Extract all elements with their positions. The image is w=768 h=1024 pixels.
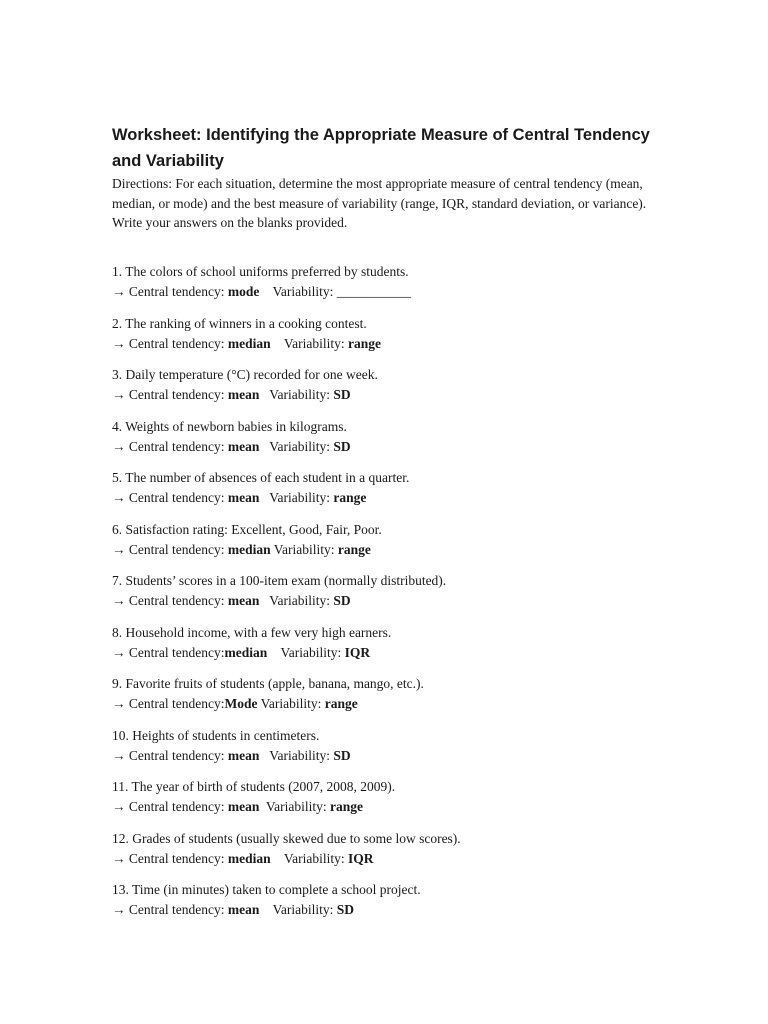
variability-label: Variability: bbox=[259, 593, 334, 608]
list-item bbox=[112, 262, 672, 314]
central-tendency-answer: median bbox=[227, 541, 271, 557]
list-item bbox=[112, 726, 672, 778]
central-tendency-answer: Mode bbox=[224, 696, 258, 711]
question-text: 6. Satisfaction rating: Excellent, Good, Fair, Poor. bbox=[112, 521, 382, 537]
central-tendency-answer: median bbox=[227, 335, 271, 351]
answer-line bbox=[112, 849, 672, 869]
central-tendency-label: → Central tendency: bbox=[112, 593, 228, 608]
central-tendency-answer: mean bbox=[227, 799, 260, 814]
central-tendency-label: → Central tendency: bbox=[112, 799, 228, 814]
list-item bbox=[112, 468, 672, 520]
answer-line bbox=[112, 694, 672, 714]
variability-label: Variability: bbox=[259, 490, 334, 505]
answer-line bbox=[112, 385, 672, 405]
question-text: 11. The year of birth of students (2007, 2008, 2009). bbox=[112, 779, 396, 794]
list-item bbox=[112, 777, 672, 829]
variability-answer: range bbox=[329, 799, 363, 814]
question-text: 2. The ranking of winners in a cooking contest. bbox=[112, 315, 367, 331]
variability-answer: range bbox=[347, 335, 381, 351]
question-text: 13. Time (in minutes) taken to complete a school project. bbox=[112, 882, 421, 897]
central-tendency-answer: mean bbox=[227, 438, 260, 454]
question-text: 1. The colors of school uniforms preferred by students. bbox=[112, 264, 409, 279]
answer-line bbox=[112, 591, 672, 611]
central-tendency-label: → Central tendency: bbox=[112, 902, 228, 917]
variability-label: Variability: bbox=[259, 438, 334, 454]
answer-blank: ___________ bbox=[336, 284, 411, 299]
list-item bbox=[112, 417, 672, 469]
variability-label: Variability: bbox=[270, 541, 338, 557]
variability-answer: IQR bbox=[344, 644, 371, 660]
question-text: 9. Favorite fruits of students (apple, banana, mango, etc.). bbox=[112, 676, 424, 691]
central-tendency-answer: median bbox=[224, 644, 268, 660]
list-item bbox=[112, 829, 672, 881]
answer-line bbox=[112, 334, 672, 354]
answer-line bbox=[112, 488, 672, 508]
list-item bbox=[112, 314, 672, 366]
central-tendency-answer: median bbox=[227, 850, 271, 866]
central-tendency-label: → Central tendency: bbox=[112, 387, 228, 402]
question-text: 10. Heights of students in centimeters. bbox=[112, 727, 320, 743]
variability-label: Variability: bbox=[259, 284, 337, 299]
central-tendency-label: → Central tendency: bbox=[112, 335, 228, 351]
central-tendency-answer: mean bbox=[227, 490, 260, 505]
variability-label: Variability: bbox=[270, 850, 348, 866]
variability-answer: SD bbox=[336, 902, 354, 917]
central-tendency-label: → Central tendency: bbox=[112, 541, 228, 557]
list-item bbox=[112, 365, 672, 417]
variability-label: Variability: bbox=[259, 799, 330, 814]
central-tendency-label: → Central tendency: bbox=[112, 490, 228, 505]
variability-label: Variability: bbox=[267, 644, 345, 660]
variability-answer: range bbox=[333, 490, 367, 505]
answer-line bbox=[112, 540, 672, 560]
central-tendency-label: → Central tendency: bbox=[112, 850, 228, 866]
central-tendency-label: → Central tendency: bbox=[112, 747, 228, 763]
variability-label: Variability: bbox=[270, 335, 348, 351]
variability-answer: SD bbox=[333, 593, 351, 608]
central-tendency-answer: mode bbox=[227, 284, 260, 299]
answer-line bbox=[112, 437, 672, 457]
central-tendency-answer: mean bbox=[227, 902, 260, 917]
question-text: 12. Grades of students (usually skewed due to some low scores). bbox=[112, 830, 461, 846]
worksheet-title: Worksheet: Identifying the Appropriate Measure of Central Tendency and Variability bbox=[112, 126, 650, 170]
list-item bbox=[112, 623, 672, 675]
variability-label: Variability: bbox=[259, 387, 334, 402]
list-item bbox=[112, 880, 672, 932]
question-text: 3. Daily temperature (°C) recorded for one week. bbox=[112, 367, 378, 382]
variability-label: Variability: bbox=[259, 902, 337, 917]
list-item bbox=[112, 571, 672, 623]
question-text: 4. Weights of newborn babies in kilograms. bbox=[112, 418, 347, 434]
question-list bbox=[112, 262, 672, 932]
variability-answer: SD bbox=[333, 747, 351, 763]
answer-line bbox=[112, 900, 672, 920]
list-item bbox=[112, 674, 672, 726]
variability-answer: IQR bbox=[347, 850, 374, 866]
directions-text: Directions: For each situation, determine the most appropriate measure of central tendency (mean, median, or mode) and the best measure of variability (range, IQR, standard deviation, or variance). Write your answers on the blanks provided. bbox=[112, 176, 647, 230]
answer-line bbox=[112, 282, 672, 302]
list-item bbox=[112, 520, 672, 572]
variability-answer: range bbox=[324, 696, 358, 711]
central-tendency-label: → Central tendency: bbox=[112, 696, 225, 711]
central-tendency-label: → Central tendency: bbox=[112, 644, 225, 660]
central-tendency-answer: mean bbox=[227, 747, 260, 763]
variability-answer: SD bbox=[333, 438, 351, 454]
question-text: 5. The number of absences of each student in a quarter. bbox=[112, 470, 410, 485]
variability-label: Variability: bbox=[257, 696, 325, 711]
variability-answer: SD bbox=[333, 387, 351, 402]
central-tendency-label: → Central tendency: bbox=[112, 438, 228, 454]
answer-line bbox=[112, 746, 672, 766]
central-tendency-answer: mean bbox=[227, 593, 260, 608]
central-tendency-label: → Central tendency: bbox=[112, 284, 228, 299]
question-text: 8. Household income, with a few very high earners. bbox=[112, 624, 392, 640]
answer-line bbox=[112, 797, 672, 817]
variability-answer: range bbox=[337, 541, 371, 557]
central-tendency-answer: mean bbox=[227, 387, 260, 402]
variability-label: Variability: bbox=[259, 747, 334, 763]
answer-line bbox=[112, 643, 672, 663]
question-text: 7. Students’ scores in a 100-item exam (normally distributed). bbox=[112, 573, 447, 588]
